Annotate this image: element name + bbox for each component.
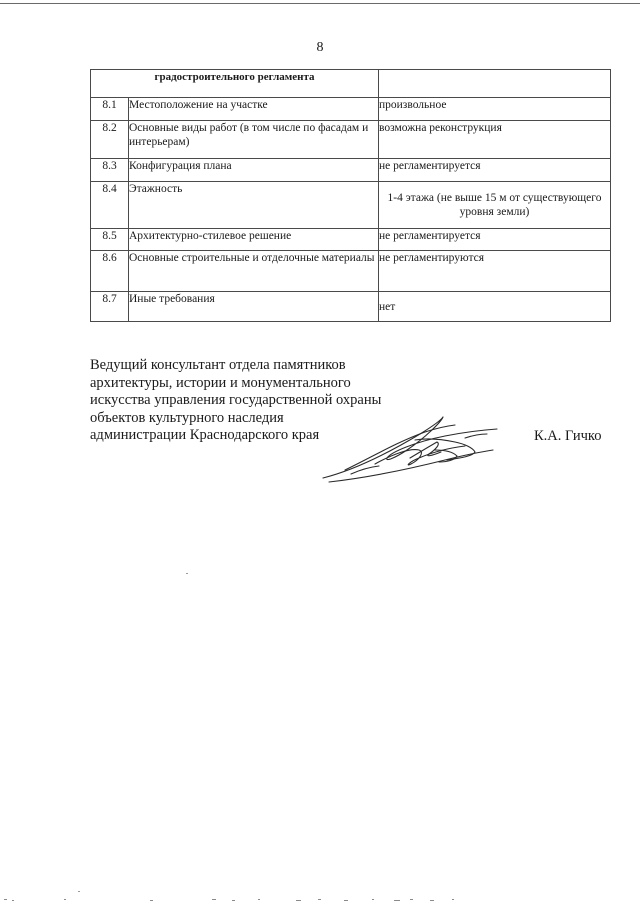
row-number: 8.6 (91, 251, 129, 292)
row-number: 8.3 (91, 159, 129, 182)
table-row (91, 251, 611, 292)
row-parameter: Конфигурация плана (129, 159, 379, 182)
table-row (91, 292, 611, 322)
row-number: 8.2 (91, 121, 129, 159)
scan-speck (186, 573, 188, 574)
table-header-row (91, 70, 611, 98)
signatory-line: Ведущий консультант отдела памятников (90, 357, 346, 373)
row-number: 8.4 (91, 182, 129, 229)
row-number: 8.7 (91, 292, 129, 322)
table-row (91, 98, 611, 121)
table-header-cell: градостроительного регламента (91, 70, 379, 98)
signatory-line: искусства управления государственной охраны (90, 392, 382, 408)
row-value: не регламентируется (379, 229, 611, 251)
row-parameter: Иные требования (129, 292, 379, 322)
row-number: 8.5 (91, 229, 129, 251)
row-value: возможна реконструкция (379, 121, 611, 159)
signatory-line: архитектуры, истории и монументального (90, 374, 351, 391)
scan-edge-line (0, 3, 640, 4)
table-row (91, 182, 611, 229)
regulation-table (90, 69, 611, 322)
row-number: 8.1 (91, 98, 129, 121)
row-value: не регламентируются (379, 251, 611, 292)
handwritten-signature (315, 412, 515, 487)
row-parameter: Архитектурно-стилевое решение (129, 229, 379, 251)
table-row (91, 121, 611, 159)
page-number: 8 (316, 40, 324, 55)
signer-name: К.А. Гичко (534, 428, 602, 444)
signatory-line: объектов культурного наследия (90, 409, 284, 426)
scan-bottom-edge (0, 897, 640, 903)
row-value: не регламентируется (379, 159, 611, 182)
table-header-empty-cell (379, 70, 611, 98)
row-parameter: Основные строительные и отделочные материалы (129, 251, 379, 292)
table-row (91, 229, 611, 251)
row-value: произвольное (379, 98, 611, 121)
row-parameter: Этажность (129, 182, 379, 229)
row-parameter: Основные виды работ (в том числе по фасадам и интерьерам) (129, 121, 379, 159)
signatory-line: администрации Краснодарского края (90, 427, 320, 443)
row-parameter: Местоположение на участке (129, 98, 379, 121)
table-row (91, 159, 611, 182)
scan-speck (78, 891, 80, 892)
row-value: 1-4 этажа (не выше 15 м от существующего уровня земли) (379, 182, 611, 229)
row-value: нет (379, 292, 611, 322)
